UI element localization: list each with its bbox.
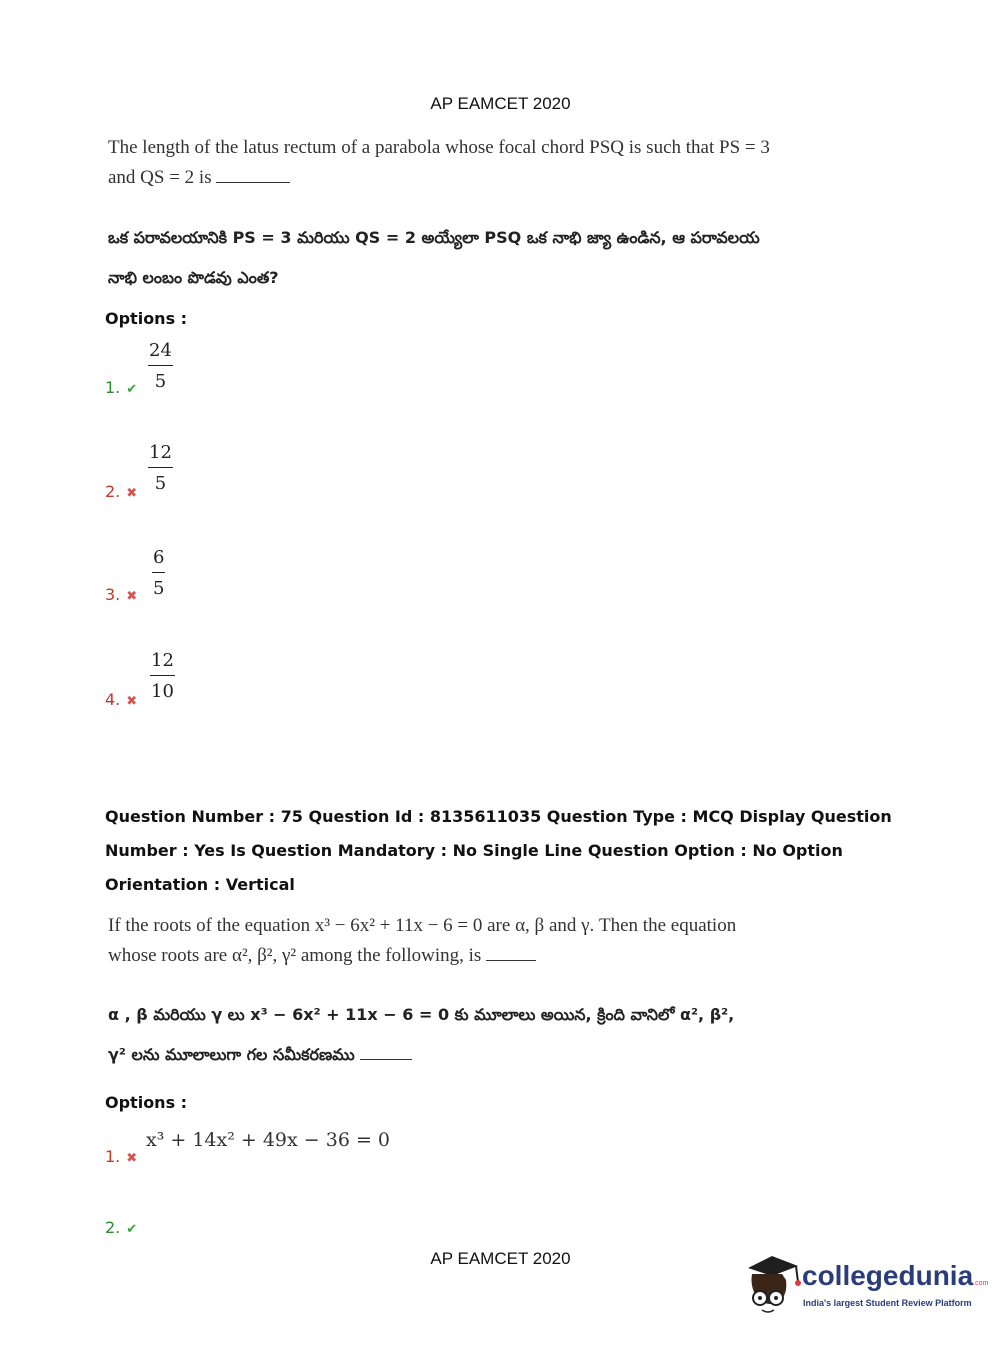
answer-blank <box>216 182 290 183</box>
question-75-meta-line-1: Question Number : 75 Question Id : 8135611035 Question Type : MCQ Display Question <box>105 807 892 826</box>
option-number: 4. <box>105 690 121 709</box>
option-2-marker[interactable] <box>105 482 137 501</box>
logo-suffix: .com <box>973 1280 989 1287</box>
question-75-meta-line-3: Orientation : Vertical <box>105 875 295 894</box>
numerator: 6 <box>152 547 165 573</box>
numerator: 12 <box>150 650 175 676</box>
question-74-telugu-line-1: ఒక పరావలయానికి PS = 3 మరియు QS = 2 అయ్యేలా PSQ ఒక నాభి జ్యా ఉండిన, ఆ పరావలయ <box>108 228 760 247</box>
option-1-fraction[interactable] <box>148 340 173 392</box>
page-header: AP EAMCET 2020 <box>430 94 571 113</box>
denominator: 5 <box>154 371 167 392</box>
option-2-fraction[interactable] <box>148 442 173 494</box>
question-75-text-line-2-content: whose roots are α², β², γ² among the following, is <box>108 945 482 966</box>
cross-icon: ✖ <box>126 1151 138 1166</box>
check-icon: ✔ <box>126 382 138 397</box>
cross-icon: ✖ <box>126 589 138 604</box>
option-4-fraction[interactable] <box>150 650 175 702</box>
option-number: 2. <box>105 482 121 501</box>
denominator: 5 <box>153 578 165 599</box>
options-label: Options : <box>105 1093 188 1112</box>
denominator: 5 <box>154 473 167 494</box>
question-74-text-line-2 <box>108 167 290 189</box>
option-1-marker[interactable] <box>105 1147 137 1166</box>
cross-icon: ✖ <box>126 486 138 501</box>
option-2-marker[interactable] <box>105 1218 137 1237</box>
answer-blank <box>360 1059 412 1060</box>
question-75-telugu-line-2 <box>108 1045 412 1068</box>
question-75-telugu-line-2-content: γ² లను మూలాలుగా గల సమీకరణము <box>108 1045 355 1064</box>
page-footer: AP EAMCET 2020 <box>430 1249 571 1268</box>
answer-blank <box>486 960 536 961</box>
cross-icon: ✖ <box>126 694 138 709</box>
question-74-text-line-2-content: and QS = 2 is <box>108 167 212 188</box>
question-75-text-line-1: If the roots of the equation x³ − 6x² + 11x − 6 = 0 are α, β and γ. Then the equation <box>108 915 737 936</box>
check-icon: ✔ <box>126 1222 138 1237</box>
collegedunia-logo <box>742 1252 989 1322</box>
option-4-marker[interactable] <box>105 690 137 709</box>
logo-wordmark <box>802 1260 988 1292</box>
option-1-marker[interactable] <box>105 378 137 397</box>
options-label: Options : <box>105 309 188 328</box>
option-3-fraction[interactable] <box>152 547 165 599</box>
question-75-telugu-line-1: α , β మరియు γ లు x³ − 6x² + 11x − 6 = 0 కు మూలాలు అయిన, క్రింది వానిలో α², β², <box>108 1005 735 1024</box>
option-number: 3. <box>105 585 121 604</box>
question-75-meta-line-2: Number : Yes Is Question Mandatory : No Single Line Question Option : No Option <box>105 841 843 860</box>
option-number: 1. <box>105 378 121 397</box>
option-1-expression[interactable]: x³ + 14x² + 49x − 36 = 0 <box>146 1129 390 1151</box>
option-3-marker[interactable] <box>105 585 137 604</box>
numerator: 24 <box>148 340 173 366</box>
logo-tagline: India's largest Student Review Platform <box>803 1298 972 1308</box>
question-74-telugu-line-2: నాభి లంబం పొడవు ఎంత? <box>108 268 279 287</box>
question-75-text-line-2 <box>108 945 536 967</box>
denominator: 10 <box>151 681 174 702</box>
option-number: 1. <box>105 1147 121 1166</box>
mascot-icon <box>742 1252 802 1318</box>
numerator: 12 <box>148 442 173 468</box>
question-74-text-line-1: The length of the latus rectum of a parabola whose focal chord PSQ is such that PS = 3 <box>108 137 770 158</box>
logo-name: collegedunia <box>802 1260 974 1291</box>
option-number: 2. <box>105 1218 121 1237</box>
